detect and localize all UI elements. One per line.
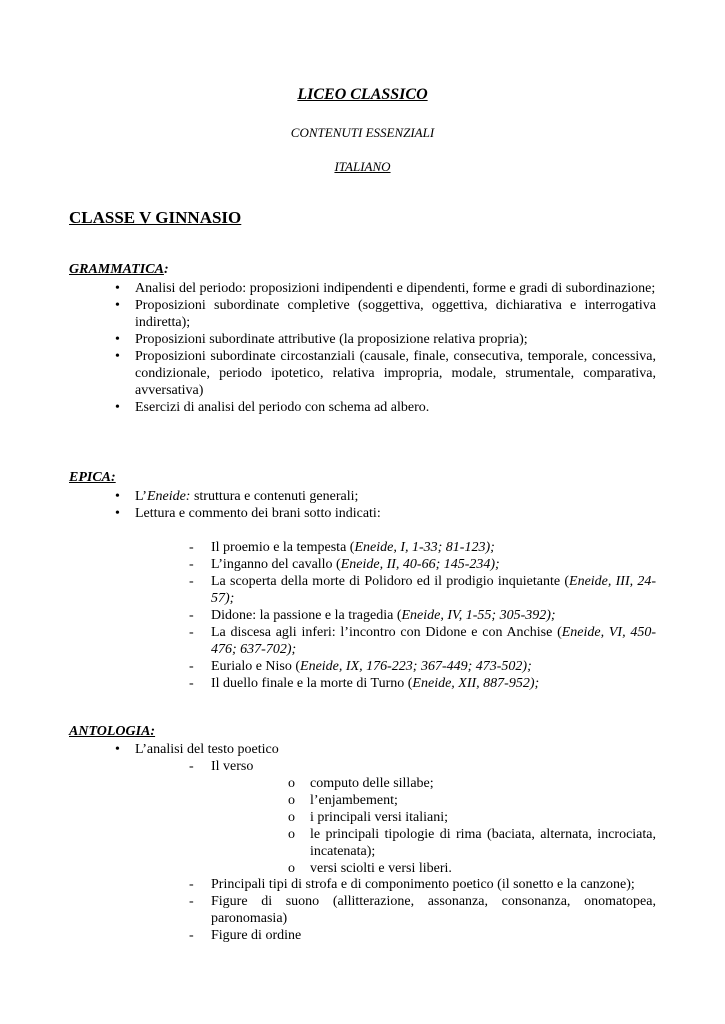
passage-text: Eurialo e Niso ( (211, 659, 301, 674)
passage-reference: Eneide, IV, 1-55; 305-392); (401, 608, 556, 623)
bullet-icon: • (115, 506, 120, 521)
sub-item (288, 792, 656, 809)
list-item-text: Figure di suono (allitterazione, assonanza, consonanza, onomatopea, paronomasia) (211, 894, 656, 926)
passage-item (189, 624, 656, 658)
circle-bullet-icon: o (288, 810, 295, 825)
passage-text: La discesa agli inferi: l’incontro con Didone e con Anchise ( (211, 625, 562, 640)
passage-reference: Eneide, XII, 887-952); (412, 676, 540, 691)
circle-bullet-icon: o (288, 776, 295, 791)
passage-text: Il proemio e la tempesta ( (211, 540, 355, 555)
bullet-icon: • (115, 332, 120, 347)
epica-list (115, 488, 656, 522)
passage-item (189, 607, 656, 624)
passage-text: La scoperta della morte di Polidoro ed il prodigio inquietante ( (211, 574, 570, 589)
dash-icon: - (189, 540, 194, 555)
sub-item (288, 826, 656, 860)
passage-reference: Eneide, VI, 450-476; 637-702); (211, 625, 656, 657)
passage-item (189, 658, 656, 675)
passage-item (189, 573, 656, 607)
passage-reference: Eneide, III, 24-57); (211, 574, 656, 606)
list-item (115, 297, 656, 331)
passage-text: Didone: la passione e la tragedia ( (211, 608, 402, 623)
circle-bullet-icon: o (288, 827, 295, 842)
list-item-text: Proposizioni subordinate completive (soggettiva, oggettiva, dichiarativa e interrogativa indiretta); (135, 298, 656, 330)
list-item-text: Lettura e commento dei brani sotto indicati: (135, 506, 381, 521)
poetry-figures-list (189, 876, 656, 944)
list-item-text: Esercizi di analisi del periodo con schema ad albero. (135, 400, 430, 415)
list-item (115, 488, 656, 505)
document-subtitle: CONTENUTI ESSENZIALI (290, 125, 435, 140)
dash-icon: - (189, 928, 194, 943)
list-item (189, 876, 656, 893)
bullet-icon: • (115, 281, 120, 296)
list-item (115, 348, 656, 399)
document-title: LICEO CLASSICO (297, 86, 428, 103)
passage-text: Il duello finale e la morte di Turno ( (211, 676, 413, 691)
bullet-icon: • (115, 489, 120, 504)
passage-item (189, 675, 656, 692)
antologia-heading: ANTOLOGIA: (69, 724, 156, 739)
sub-item-text: computo delle sillabe; (310, 776, 434, 791)
bullet-icon: • (115, 298, 120, 313)
circle-bullet-icon: o (288, 793, 295, 808)
passage-item (189, 539, 656, 556)
work-title: Eneide: (146, 489, 191, 504)
dash-icon: - (189, 574, 194, 589)
sub-item-text: i principali versi italiani; (310, 810, 449, 825)
dash-icon: - (189, 625, 194, 640)
grammatica-heading-colon: : (163, 262, 169, 277)
list-item (115, 741, 656, 758)
list-item-text: Proposizioni subordinate circostanziali (causale, finale, consecutiva, temporale, concessiva, condizionale, periodo ipotetico, relativa impropria, modale, strumentale, comparativa, avversativa) (135, 349, 656, 398)
sub-item-text: versi sciolti e versi liberi. (310, 861, 452, 876)
dash-icon: - (189, 877, 194, 892)
verso-list (189, 758, 656, 775)
verso-sublist (288, 775, 656, 877)
class-heading: CLASSE V GINNASIO (69, 208, 242, 227)
bullet-icon: • (115, 400, 120, 415)
list-item-text: Principali tipi di strofa e di componimento poetico (il sonetto e la canzone); (211, 877, 635, 892)
dash-icon: - (189, 608, 194, 623)
grammatica-heading-text: GRAMMATICA (69, 262, 164, 277)
list-item (115, 505, 656, 522)
dash-icon: - (189, 659, 194, 674)
list-item (189, 927, 656, 944)
sub-item (288, 809, 656, 826)
list-item-text: Analisi del periodo: proposizioni indipendenti e dipendenti, forme e gradi di subordinazione; (135, 281, 656, 296)
dash-icon: - (189, 894, 194, 909)
list-item (115, 399, 656, 416)
epica-heading: EPICA: (69, 470, 116, 485)
subject-title: ITALIANO (334, 159, 391, 174)
list-item-text: L’analisi del testo poetico (135, 742, 279, 757)
sub-item (288, 775, 656, 792)
sub-item-text: le principali tipologie di rima (baciata, alternata, incrociata, incatenata); (310, 827, 656, 859)
dash-icon: - (189, 557, 194, 572)
antologia-list (115, 741, 656, 758)
verso-text: Il verso (211, 759, 254, 774)
list-item-text: L’ (135, 489, 147, 504)
passage-reference: Eneide, I, 1-33; 81-123); (354, 540, 495, 555)
list-item (189, 893, 656, 927)
list-item (115, 280, 656, 297)
dash-icon: - (189, 676, 194, 691)
list-item-text: struttura e contenuti generali; (190, 489, 359, 504)
bullet-icon: • (115, 742, 120, 757)
passage-reference: Eneide, IX, 176-223; 367-449; 473-502); (300, 659, 532, 674)
list-item-text: Proposizioni subordinate attributive (la proposizione relativa propria); (135, 332, 528, 347)
grammatica-list (115, 280, 656, 416)
passage-item (189, 556, 656, 573)
circle-bullet-icon: o (288, 861, 295, 876)
dash-icon: - (189, 759, 194, 774)
bullet-icon: • (115, 349, 120, 364)
list-item (115, 331, 656, 348)
epica-passages-list (189, 539, 656, 692)
passage-reference: Eneide, II, 40-66; 145-234); (340, 557, 500, 572)
sub-item (288, 860, 656, 877)
passage-text: L’inganno del cavallo ( (211, 557, 341, 572)
sub-item-text: l’enjambement; (310, 793, 398, 808)
verso-item (189, 758, 656, 775)
grammatica-heading (69, 262, 169, 278)
list-item-text: Figure di ordine (211, 928, 302, 943)
